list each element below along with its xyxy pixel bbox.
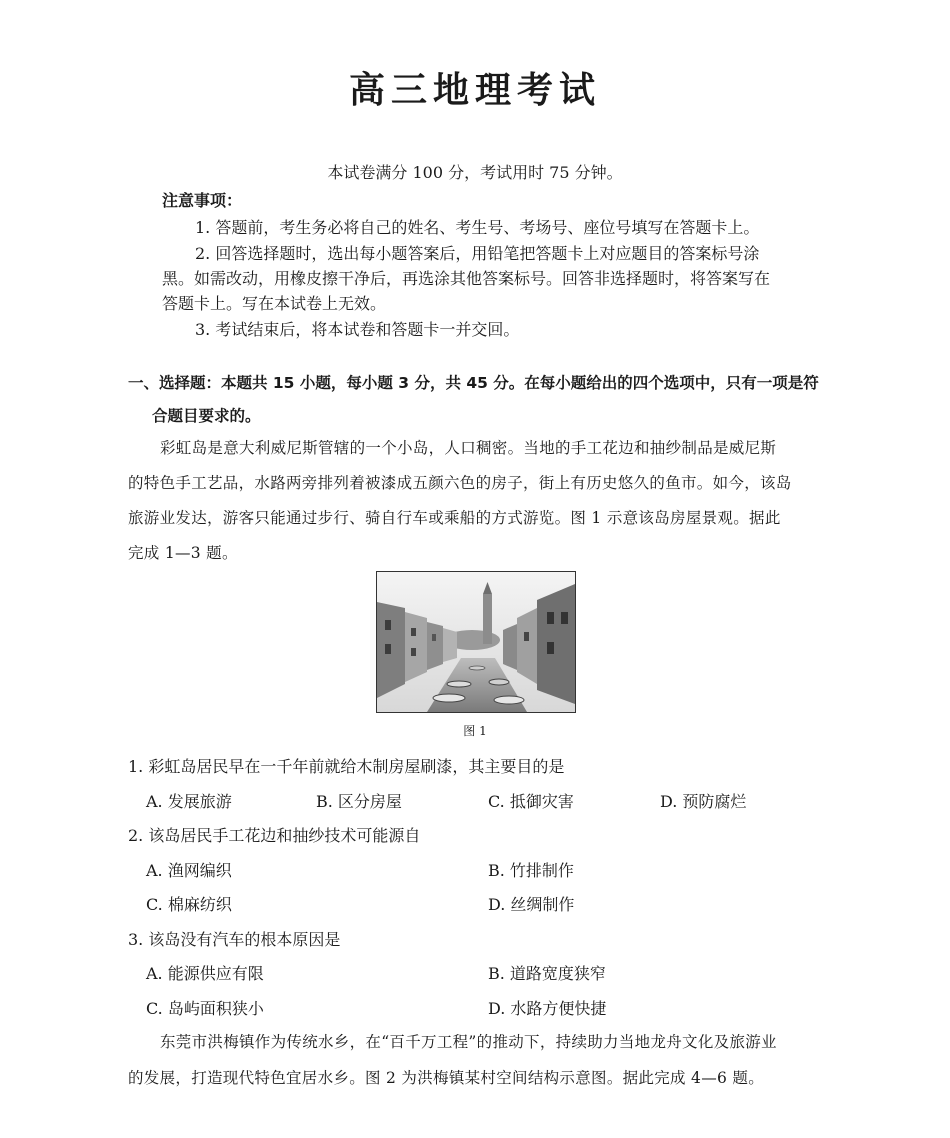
exam-intro: 本试卷满分 100 分，考试用时 75 分钟。	[327, 163, 623, 182]
figure-1-photo	[376, 571, 576, 713]
question-3-option-c: C. 岛屿面积狭小	[146, 999, 264, 1018]
question-1-option-c: C. 抵御灾害	[488, 792, 574, 811]
note-item: 黑。如需改动，用橡皮擦干净后，再选涂其他答案标号。回答非选择题时，将答案写在	[162, 269, 771, 288]
question-3-option-a: A. 能源供应有限	[146, 964, 264, 983]
question-3-option-b: B. 道路宽度狭窄	[488, 964, 606, 983]
passage2-line: 东莞市洪梅镇作为传统水乡，在“百千万工程”的推动下，持续助力当地龙舟文化及旅游业	[160, 1033, 777, 1051]
note-item: 2. 回答选择题时，选出每小题答案后，用铅笔把答题卡上对应题目的答案标号涂	[195, 244, 760, 263]
question-2-stem: 2. 该岛居民手工花边和抽纱技术可能源自	[128, 826, 421, 845]
passage1-line: 的特色手工艺品，水路两旁排列着被漆成五颜六色的房子，街上有历史悠久的鱼市。如今，该岛	[128, 474, 792, 492]
question-2-option-c: C. 棉麻纺织	[146, 895, 232, 914]
passage1-line: 彩虹岛是意大利威尼斯管辖的一个小岛，人口稠密。当地的手工花边和抽纱制品是威尼斯	[160, 439, 777, 457]
question-2-option-a: A. 渔网编织	[146, 861, 232, 880]
question-2-option-d: D. 丝绸制作	[488, 895, 575, 914]
question-3-stem: 3. 该岛没有汽车的根本原因是	[128, 930, 341, 949]
question-1-option-a: A. 发展旅游	[146, 792, 232, 811]
note-item: 答题卡上。写在本试卷上无效。	[162, 294, 387, 313]
question-2-option-b: B. 竹排制作	[488, 861, 574, 880]
question-1-stem: 1. 彩虹岛居民早在一千年前就给木制房屋刷漆，其主要目的是	[128, 757, 565, 776]
section1-heading: 一、选择题：本题共 15 小题，每小题 3 分，共 45 分。在每小题给出的四个选项中，只有一项是符	[128, 374, 819, 392]
section1-heading-cont: 合题目要求的。	[152, 407, 261, 425]
note-item: 3. 考试结束后，将本试卷和答题卡一并交回。	[195, 320, 520, 339]
page-title: 高三地理考试	[348, 70, 601, 111]
passage2-line: 的发展，打造现代特色宜居水乡。图 2 为洪梅镇某村空间结构示意图。据此完成 4—6 题。	[128, 1069, 764, 1087]
question-1-option-b: B. 区分房屋	[316, 792, 402, 811]
figure-1-caption: 图 1	[463, 724, 487, 738]
note-item: 1. 答题前，考生务必将自己的姓名、考生号、考场号、座位号填写在答题卡上。	[195, 218, 760, 237]
canal-houses-photo	[377, 572, 575, 712]
question-1-option-d: D. 预防腐烂	[660, 792, 747, 811]
passage1-line: 完成 1—3 题。	[128, 544, 238, 562]
notes-heading: 注意事项：	[162, 191, 243, 210]
question-3-option-d: D. 水路方便快捷	[488, 999, 607, 1018]
passage1-line: 旅游业发达，游客只能通过步行、骑自行车或乘船的方式游览。图 1 示意该岛房屋景观。据此	[128, 509, 781, 527]
